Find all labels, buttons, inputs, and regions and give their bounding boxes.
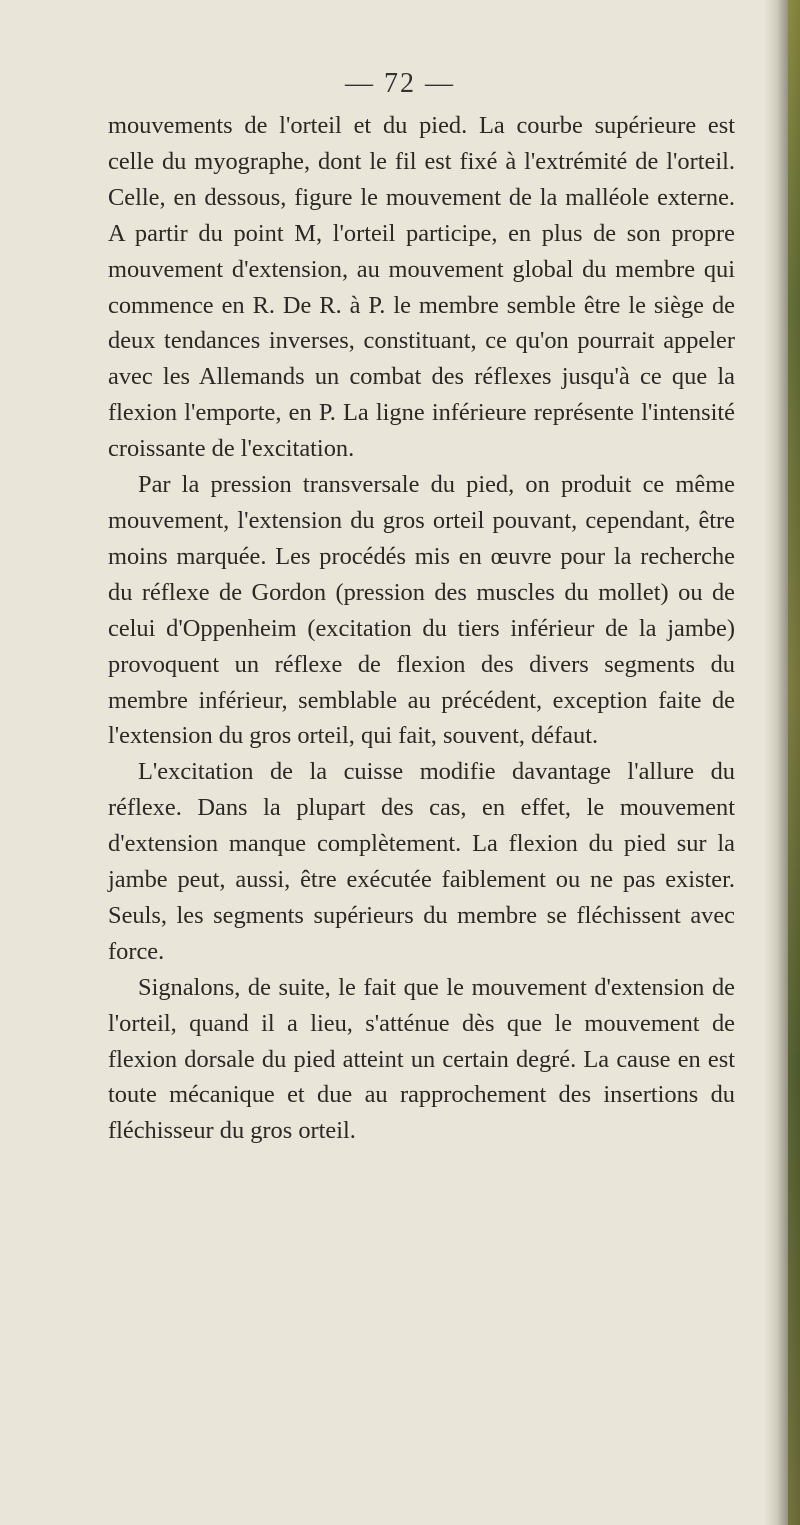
page-number: — 72 —: [345, 68, 455, 99]
paragraph-2: Par la pression transversale du pied, on produit ce même mouvement, l'extension du gros orteil pouvant, cependant, être moins marquée. Les procédés mis en œuvre pour la recherche du réflexe de Gordon (pression des muscles du mollet) ou de celui d'Oppenheim (excitation du tiers inférieur de la jambe) provoquent un réflexe de flexion des divers segments du membre inférieur, semblable au précédent, exception faite de l'extension du gros orteil, qui fait, souvent, défaut.: [108, 471, 735, 750]
page-edge-binding: [788, 0, 800, 1525]
body-text: [108, 108, 735, 1149]
paragraph-3: L'excitation de la cuisse modifie davantage l'allure du réflexe. Dans la plupart des cas, en effet, le mouvement d'extension manque complètement. La flexion du pied sur la jambe peut, aussi, être exécutée faiblement ou ne pas exister. Seuls, les segments supérieurs du membre se fléchissent avec force.: [108, 758, 735, 965]
paragraph-1: mouvements de l'orteil et du pied. La courbe supérieure est celle du myographe, dont le fil est fixé à l'extrémité de l'orteil. Celle, en dessous, figure le mouvement de la malléole externe. A partir du point M, l'orteil participe, en plus de son propre mouvement d'extension, au mouvement global du membre qui commence en R. De R. à P. le membre semble être le siège de deux tendances inverses, constituant, ce qu'on pourrait appeler avec les Allemands un combat des réflexes jusqu'à ce que la flexion l'emporte, en P. La ligne inférieure représente l'intensité croissante de l'excitation.: [108, 112, 735, 463]
paragraph-4: Signalons, de suite, le fait que le mouvement d'extension de l'orteil, quand il a lieu, s'atténue dès que le mouvement de flexion dorsale du pied atteint un certain degré. La cause en est toute mécanique et due au rapprochement des insertions du fléchisseur du gros orteil.: [108, 973, 735, 1145]
